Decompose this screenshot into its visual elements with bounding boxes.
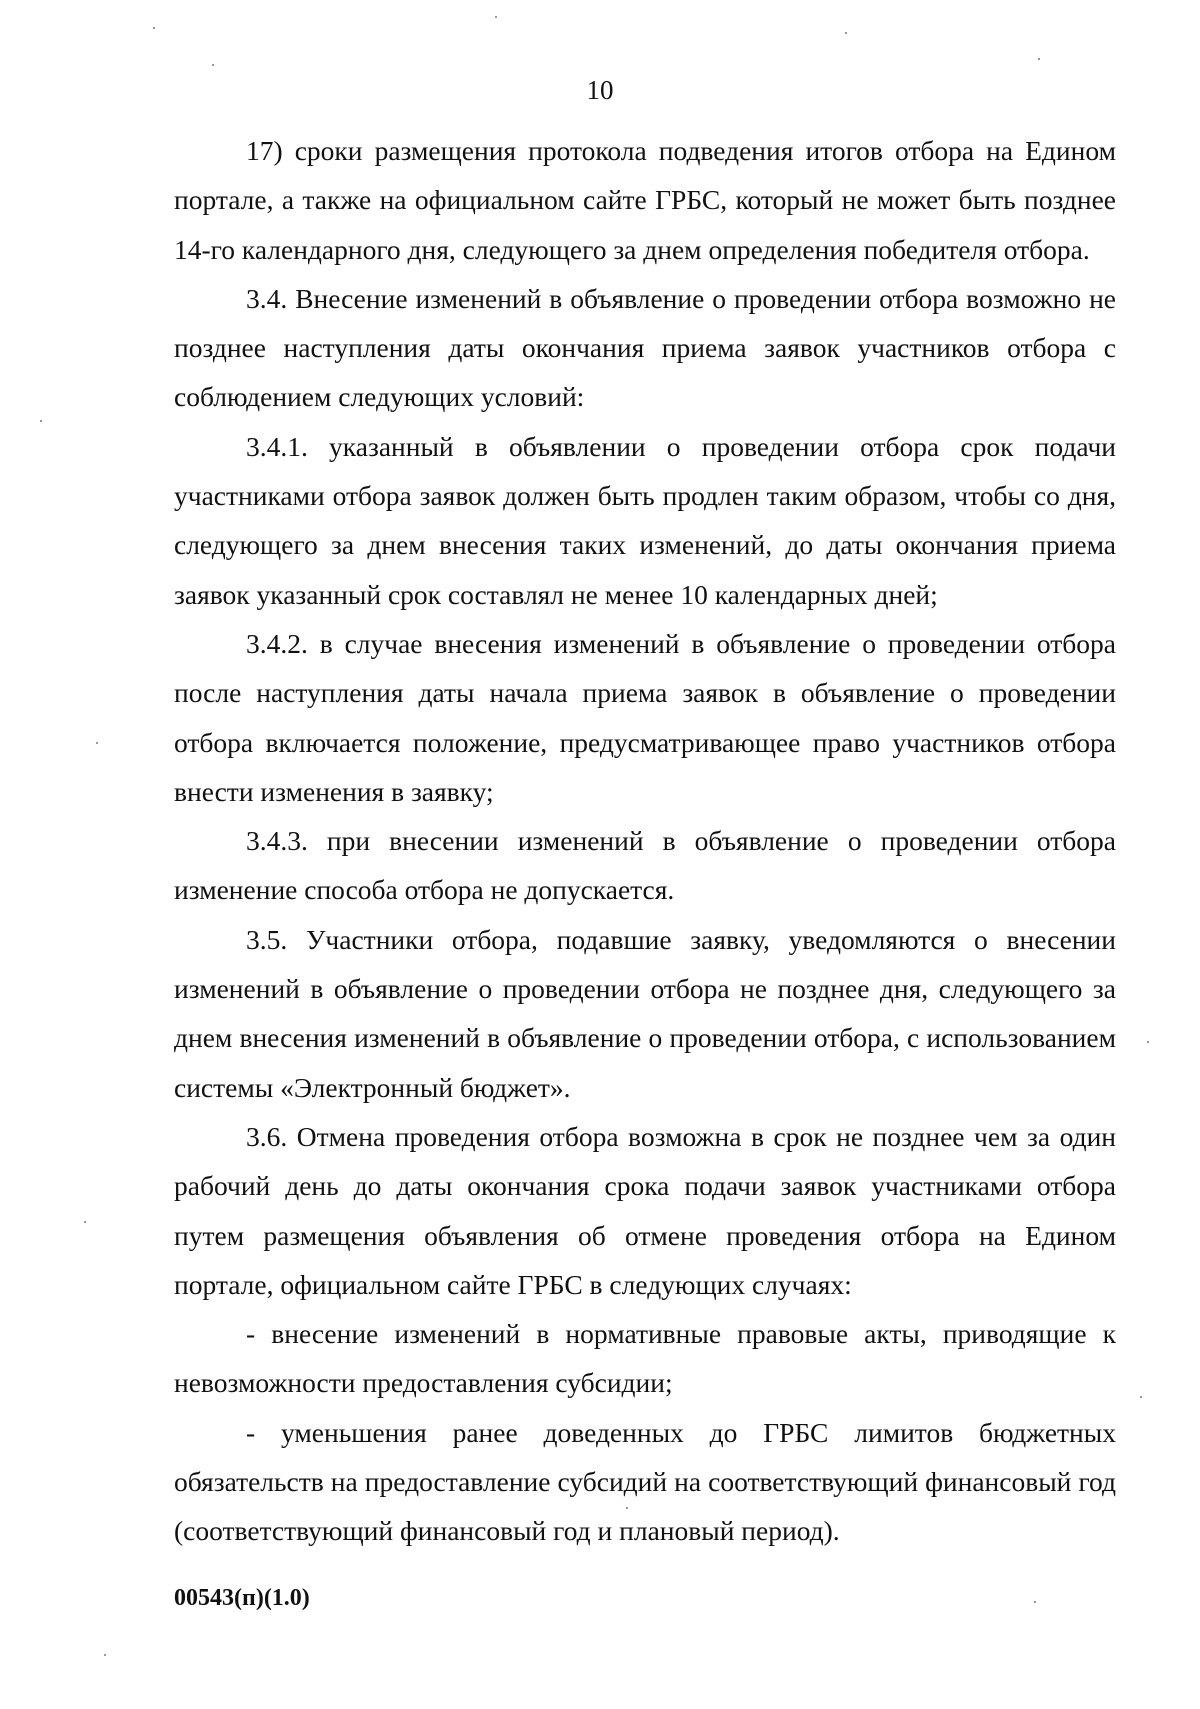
list-item-regulation-change: - внесение изменений в нормативные правовые акты, приводящие к невозможности предоставления субсидии;	[174, 1318, 1116, 1399]
scan-speck	[1147, 1041, 1149, 1043]
scan-speck	[845, 32, 847, 34]
scan-speck	[626, 1507, 628, 1509]
page-number: 10	[586, 75, 614, 105]
scan-speck	[1034, 1601, 1036, 1603]
scan-speck	[1140, 1396, 1142, 1398]
document-code: 00543(п)(1.0)	[174, 1585, 310, 1611]
list-item-budget-limits: - уменьшения ранее доведенных до ГРБС лимитов бюджетных обязательств на предоставление субсидий на соответствующий финансовый год (соответствующий финансовый год и плановый период).	[174, 1416, 1116, 1547]
scan-speck	[1038, 58, 1040, 60]
paragraph-3-4-2: 3.4.2. в случае внесения изменений в объявление о проведении отбора после наступления даты начала приема заявок в объявление о проведении отбора включается положение, предусматривающее право участников отбора внести изменения в заявку;	[174, 627, 1116, 807]
paragraph-3-4: 3.4. Внесение изменений в объявление о проведении отбора возможно не позднее наступления даты окончания приема заявок участников отбора с соблюдением следующих условий:	[174, 282, 1116, 413]
paragraph-3-5: 3.5. Участники отбора, подавшие заявку, уведомляются о внесении изменений в объявление о проведении отбора не позднее дня, следующего за днем внесения изменений в объявление о проведении отбора, с использованием системы «Электронный бюджет».	[174, 923, 1116, 1103]
scan-speck	[104, 1654, 106, 1656]
scan-speck	[96, 742, 98, 744]
document-body	[174, 126, 1116, 1556]
scan-speck	[153, 27, 155, 29]
paragraph-3-4-1: 3.4.1. указанный в объявлении о проведении отбора срок подачи участниками отбора заявок должен быть продлен таким образом, чтобы со дня, следующего за днем внесения таких изменений, до даты окончания приема заявок указанный срок составлял не менее 10 календарных дней;	[174, 430, 1116, 610]
paragraph-3-4-3: 3.4.3. при внесении изменений в объявление о проведении отбора изменение способа отбора не допускается.	[174, 825, 1116, 906]
scan-speck	[40, 420, 42, 422]
scan-speck	[212, 64, 214, 66]
paragraph-item-17: 17) сроки размещения протокола подведения итогов отбора на Едином портале, а также на официальном сайте ГРБС, который не может быть позднее 14-го календарного дня, следующего за днем определения победителя отбора.	[174, 135, 1116, 265]
paragraph-3-6: 3.6. Отмена проведения отбора возможна в срок не позднее чем за один рабочий день до даты окончания срока подачи заявок участниками отбора путем размещения объявления об отмене проведения отбора на Едином портале, официальном сайте ГРБС в следующих случаях:	[174, 1120, 1116, 1300]
scan-speck	[495, 16, 497, 18]
scan-speck	[84, 1221, 86, 1223]
